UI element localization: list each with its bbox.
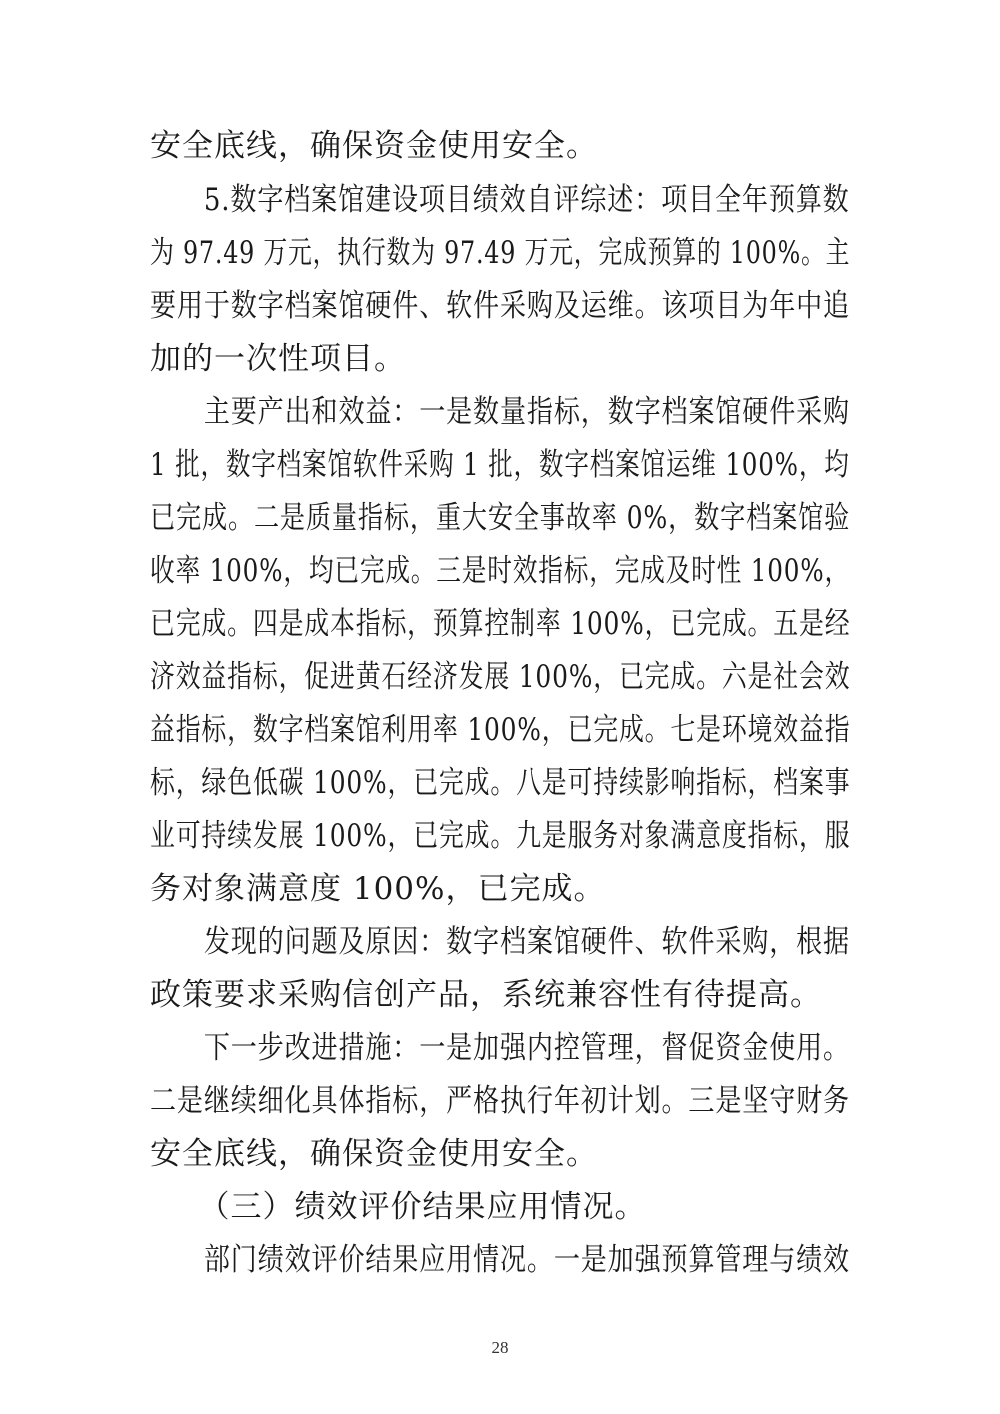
text-line: 政策要求采购信创产品，系统兼容性有待提高。 xyxy=(150,977,822,1013)
text-line: 标，绿色低碳 100%，已完成。八是可持续影响指标，档案事 xyxy=(150,765,851,801)
text-line: 发现的问题及原因：数字档案馆硬件、软件采购，根据 xyxy=(150,924,850,960)
text-line: 务对象满意度 100%，已完成。 xyxy=(150,871,606,907)
text-line: 安全底线，确保资金使用安全。 xyxy=(150,1136,598,1172)
text-line: 5.数字档案馆建设项目绩效自评综述：项目全年预算数 xyxy=(150,182,850,218)
text-line: 1 批，数字档案馆软件采购 1 批，数字档案馆运维 100%，均 xyxy=(150,447,850,483)
text-line: 为 97.49 万元，执行数为 97.49 万元，完成预算的 100%。主 xyxy=(150,235,851,271)
text-line: 加的一次性项目。 xyxy=(150,341,406,377)
text-line: 收率 100%，均已完成。三是时效指标，完成及时性 100%， xyxy=(150,553,851,589)
section-heading: （三）绩效评价结果应用情况。 xyxy=(150,1189,647,1225)
page-number: 28 xyxy=(491,1338,509,1357)
text-line: 安全底线，确保资金使用安全。 xyxy=(150,128,598,164)
text-line: 二是继续细化具体指标，严格执行年初计划。三是坚守财务 xyxy=(150,1083,850,1119)
text-line: 下一步改进措施：一是加强内控管理，督促资金使用。 xyxy=(150,1030,850,1066)
text-line: 已完成。四是成本指标，预算控制率 100%，已完成。五是经 xyxy=(150,606,851,642)
text-line: 主要产出和效益：一是数量指标，数字档案馆硬件采购 xyxy=(150,394,850,430)
text-line: 部门绩效评价结果应用情况。一是加强预算管理与绩效 xyxy=(150,1242,850,1278)
text-line: 已完成。二是质量指标，重大安全事故率 0%，数字档案馆验 xyxy=(150,500,851,536)
text-line: 益指标，数字档案馆利用率 100%，已完成。七是环境效益指 xyxy=(150,712,851,748)
text-line: 济效益指标，促进黄石经济发展 100%，已完成。六是社会效 xyxy=(150,659,851,695)
text-line: 要用于数字档案馆硬件、软件采购及运维。该项目为年中追 xyxy=(150,288,850,324)
text-line: 业可持续发展 100%，已完成。九是服务对象满意度指标，服 xyxy=(150,818,851,854)
